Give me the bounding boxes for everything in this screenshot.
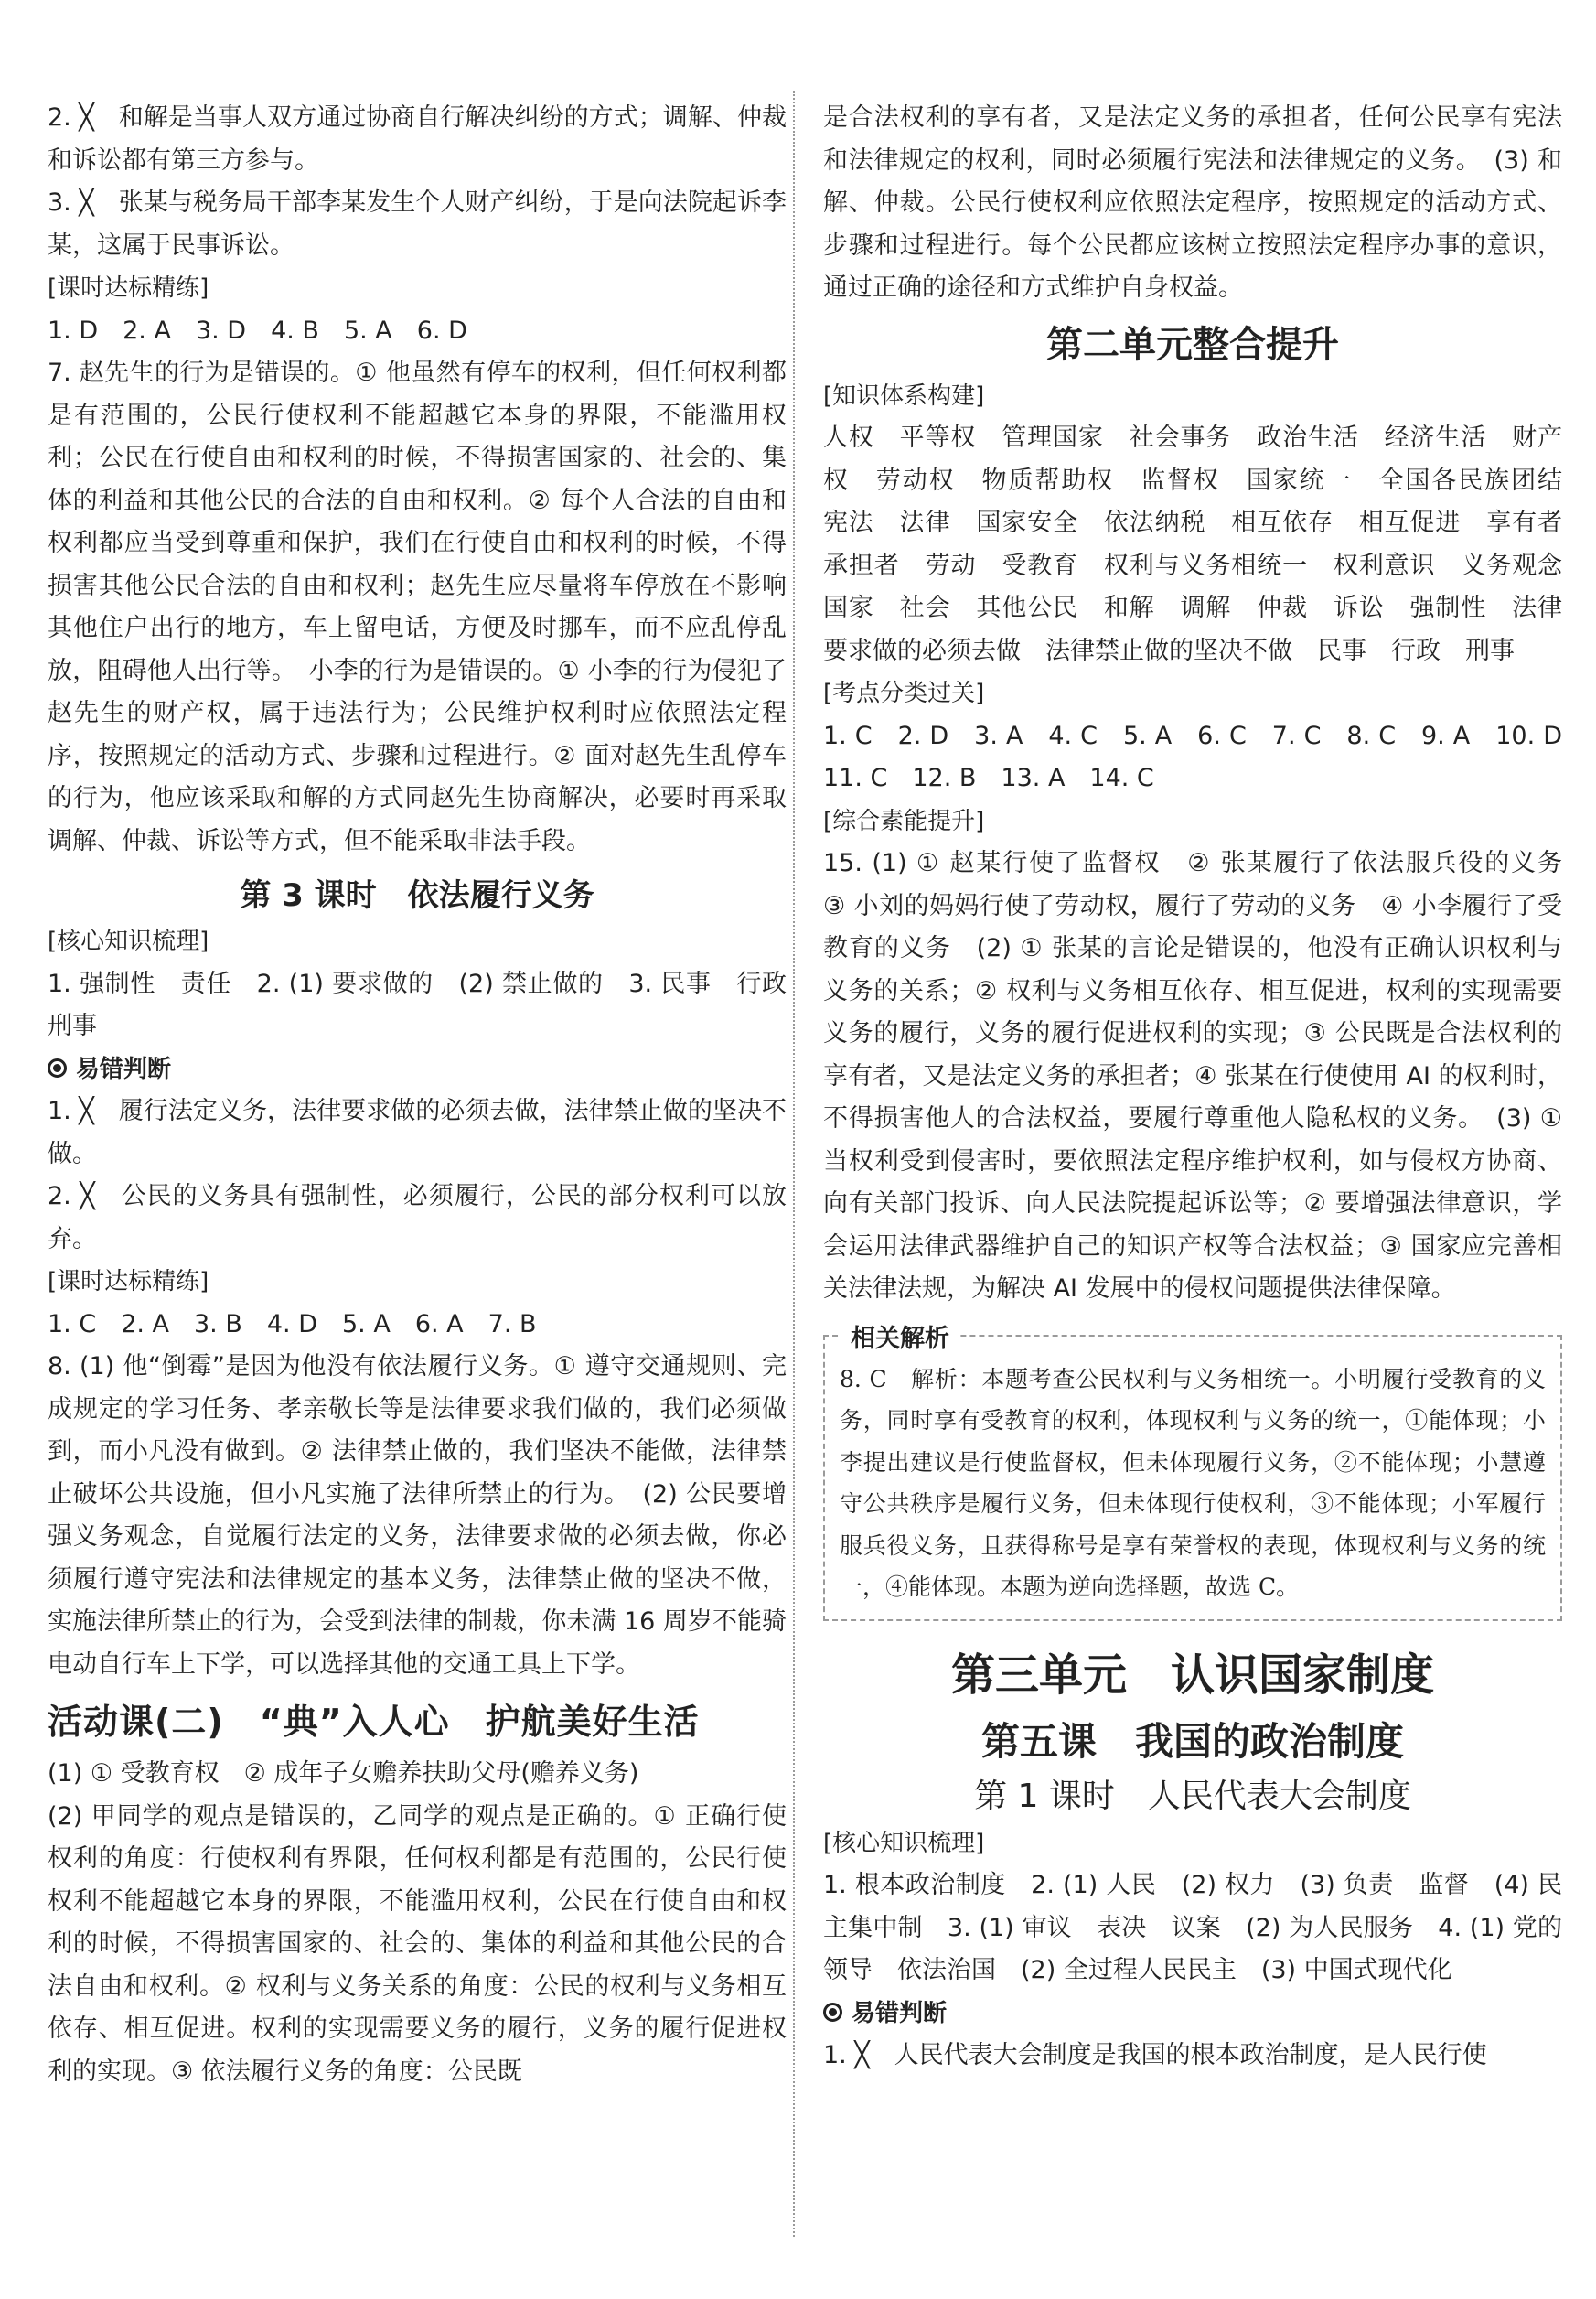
lesson-five-title: 第五课 我国的政治制度	[980, 1718, 1404, 1764]
answer-paragraph: 是合法权利的享有者，又是法定义务的承担者，任何公民享有宪法和法律规定的权利，同时必须履行宪法和法律规定的义务。 (3) 和解、仲裁。公民行使权利应依照法定程序，按照规定的活动方式、步骤和过程进行。每个公民都应该树立按照法定程序办事的意识，通过正确的途径和方式维护自身权益。	[823, 103, 1562, 302]
answer-paragraph: (2) 甲同学的观点是错误的，乙同学的观点是正确的。① 正确行使权利的角度：行使权利有界限，任何权利都是有范围的，公民行使权利不能超越它本身的界限，不能滥用权利，公民在行使自由和权利的时候，不得损害国家的、社会的、集体的利益和其他公民的合法自由和权利。② 权利与义务关系的角度：公民的权利与义务相互依存、相互促进。权利的实现需要义务的履行，义务的履行促进权利的实现。③ 依法履行义务的角度：公民既	[48, 1801, 787, 2086]
analysis-text: 8. C 解析：本题考查公民权利与义务相统一。小明履行受教育的义务，同时享有受教育的权利，体现权利与义务的统一，①能体现；小李提出建议是行使监督权，但未体现履行义务，②不能体现；小慧遵守公共秩序是履行义务，但未体现行使权利，③不能体现；小军履行服兵役义务，且获得称号是享有荣誉权的表现，体现权利与义务的统一，④能体现。本题为逆向选择题，故选 C。	[840, 1365, 1546, 1600]
answer-paragraph: 人权 平等权 管理国家 社会事务 政治生活 经济生活 财产权 劳动权 物质帮助权 监督权 国家统一 全国各民族团结 宪法 法律 国家安全 依法纳税 相互依存 相互促进 享有者 承担者 劳动 受教育 权利与义务相统一 权利意识 义务观念 国家 社会 其他公民 和解 调解 仲裁 诉讼 强制性 法律要求做的必须去做 法律禁止做的坚决不做 民事 行政 刑事	[823, 424, 1587, 665]
right-column	[823, 97, 1587, 2078]
activity-heading: 活动课(二) “典”入人心 护航美好生活	[48, 1702, 700, 1742]
target-icon	[823, 2003, 842, 2022]
section-tag: [核心知识梳理]	[823, 1829, 985, 1857]
error-judgment-label: 易错判断	[852, 1999, 948, 2027]
error-judgment-heading	[48, 1048, 787, 1091]
answer-paragraph: 1. ╳ 人民代表大会制度是我国的根本政治制度，是人民行使	[823, 2041, 1487, 2069]
unit-three-title: 第三单元 认识国家制度	[950, 1649, 1434, 1701]
analysis-label: 相关解析	[841, 1318, 959, 1354]
answer-paragraph: 2. ╳ 和解是当事人双方通过协商自行解决纠纷的方式；调解、仲裁和诉讼都有第三方参与。	[48, 103, 787, 175]
answer-paragraph: 1. D 2. A 3. D 4. B 5. A 6. D	[48, 316, 467, 345]
section-tag: [核心知识梳理]	[48, 928, 209, 955]
answer-paragraph: 15. (1) ① 赵某行使了监督权 ② 张某履行了依法服兵役的义务 ③ 小刘的妈妈行使了劳动权，履行了劳动的义务 ④ 小李履行了受教育的义务 (2) ① 张某的言论是错误的，他没有正确认识权利与义务的关系；② 权利与义务相互依存、相互促进，权利的实现需要义务的履行，义务的履行促进权利的实现；③ 公民既是合法权利的享有者，又是法定义务的承担者；④ 张某在行使使用 AI 的权利时，不得损害他人的合法权益，要履行尊重他人隐私权的义务。 (3) ① 当权利受到侵害时，要依照法定程序维护权利，如与侵权方协商、向有关部门投诉、向人民法院提起诉讼等；② 要增强法律意识，学会运用法律武器维护自己的知识产权等合法权益；③ 国家应完善相关法律法规，为解决 AI 发展中的侵权问题提供法律保障。	[823, 849, 1587, 1303]
error-judgment-label: 易错判断	[76, 1055, 172, 1083]
error-judgment-heading	[823, 1993, 1562, 2036]
unit-summary-heading: 第二单元整合提升	[1046, 323, 1339, 366]
answer-paragraph: 8. (1) 他“倒霉”是因为他没有依法履行义务。① 遵守交通规则、完成规定的学习任务、孝亲敬长等是法律要求我们做的，我们必须做到，而小凡没有做到。② 法律禁止做的，我们坚决不能做，法律禁止破坏公共设施，但小凡实施了法律所禁止的行为。 (2) 公民要增强义务观念，自觉履行法定的义务，法律要求做的必须去做，你必须履行遵守宪法和法律规定的基本义务，法律禁止做的坚决不做，实施法律所禁止的行为，会受到法律的制裁，你未满 16 周岁不能骑电动自行车上下学，可以选择其他的交通工具上下学。	[48, 1352, 787, 1679]
period-one-title: 第 1 课时 人民代表大会制度	[974, 1777, 1411, 1815]
related-analysis-box	[823, 1324, 1562, 1621]
answer-paragraph: 1. ╳ 履行法定义务，法律要求做的必须去做，法律禁止做的坚决不做。	[48, 1097, 787, 1168]
answer-paragraph: (1) ① 受教育权 ② 成年子女赡养扶助父母(赡养义务)	[48, 1759, 639, 1788]
target-icon	[48, 1058, 67, 1078]
column-divider	[793, 91, 795, 2237]
answer-paragraph: 1. C 2. D 3. A 4. C 5. A 6. C 7. C 8. C 9. A 10. D 11. C 12. B 13. A 14. C	[823, 721, 1587, 792]
answer-paragraph: 1. C 2. A 3. B 4. D 5. A 6. A 7. B	[48, 1309, 537, 1338]
answer-paragraph: 3. ╳ 张某与税务局干部李某发生个人财产纠纷，于是向法院起诉李某，这属于民事诉讼。	[48, 188, 787, 260]
answer-paragraph: 2. ╳ 公民的义务具有强制性，必须履行，公民的部分权利可以放弃。	[48, 1182, 787, 1253]
section-tag: [综合素能提升]	[823, 807, 985, 835]
left-column	[48, 97, 811, 2093]
answer-paragraph: 1. 强制性 责任 2. (1) 要求做的 (2) 禁止做的 3. 民事 行政 刑事	[48, 969, 811, 1040]
section-tag: [课时达标精练]	[48, 274, 209, 302]
section-tag: [知识体系构建]	[823, 381, 985, 410]
right-column-content	[823, 97, 1587, 1311]
section-tag: [课时达标精练]	[48, 1268, 209, 1295]
section-tag: [考点分类过关]	[823, 680, 985, 707]
answer-paragraph: 7. 赵先生的行为是错误的。① 他虽然有停车的权利，但任何权利都是有范围的，公民行使权利不能超越它本身的界限，不能滥用权利；公民在行使自由和权利的时候，不得损害国家的、社会的、集体的利益和其他公民的合法的自由和权利。② 每个人合法的自由和权利都应当受到尊重和保护，我们在行使自由和权利的时候，不得损害其他公民合法的自由和权利；赵先生应尽量将车停放在不影响其他住户出行的地方，车上留电话，方便及时挪车，而不应乱停乱放，阻碍他人出行等。 小李的行为是错误的。① 小李的行为侵犯了赵先生的财产权，属于违法行为；公民维护权利时应依照法定程序，按照规定的活动方式、步骤和过程进行。② 面对赵先生乱停车的行为，他应该采取和解的方式同赵先生协商解决，必要时再采取调解、仲裁、诉讼等方式，但不能采取非法手段。	[48, 359, 787, 855]
lesson-heading: 第 3 课时 依法履行义务	[240, 877, 594, 914]
answer-paragraph: 1. 根本政治制度 2. (1) 人民 (2) 权力 (3) 负责 监督 (4) 民主集中制 3. (1) 审议 表决 议案 (2) 为人民服务 4. (1) 党的领导 依法治国 (2) 全过程人民民主 (3) 中国式现代化	[823, 1871, 1562, 1984]
